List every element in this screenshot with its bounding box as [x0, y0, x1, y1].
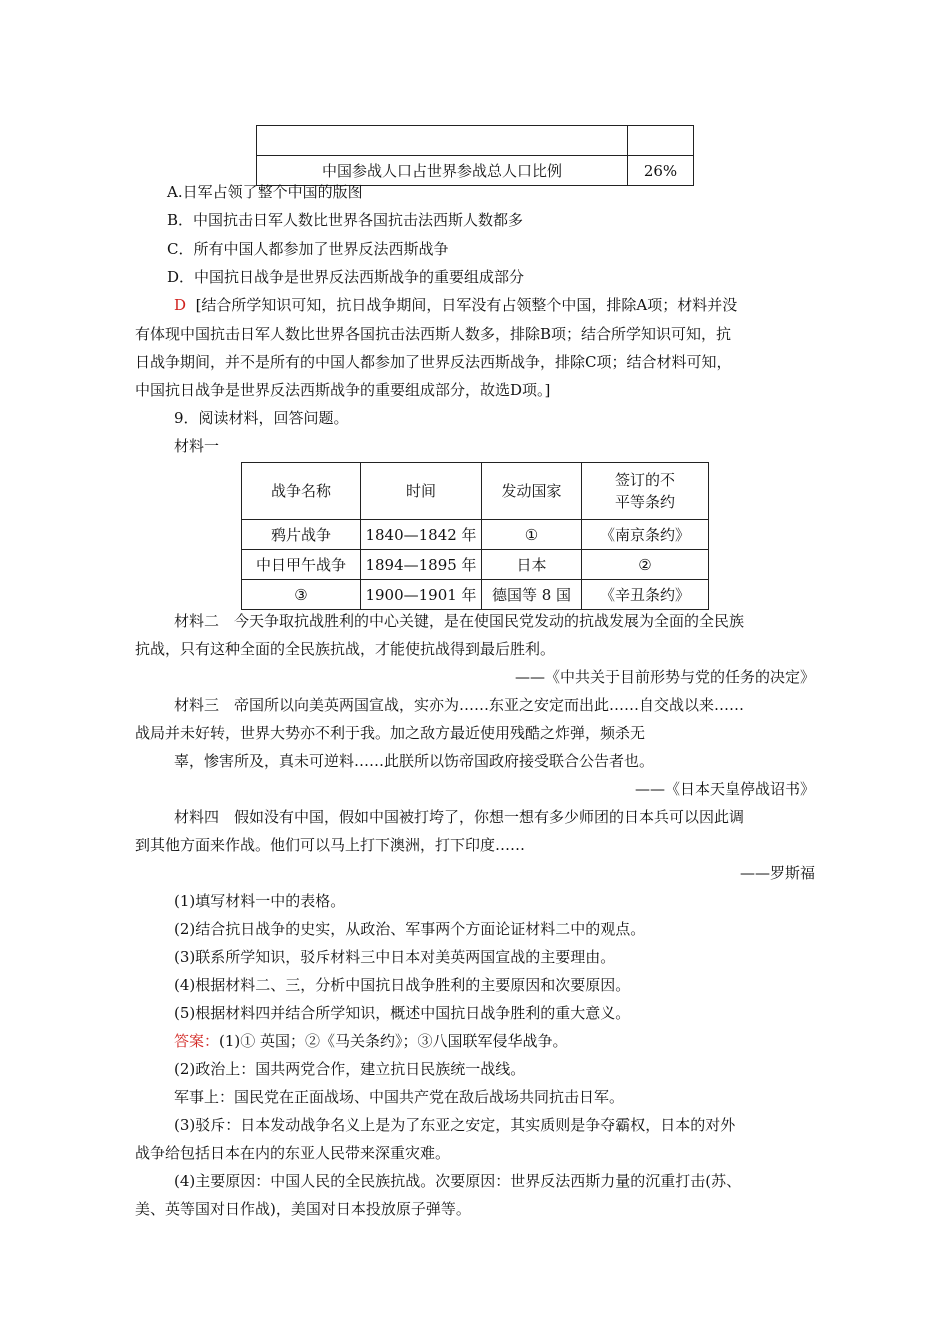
table-participation: [256, 125, 694, 186]
table-row: [242, 550, 709, 580]
table-header: 发动国家: [482, 463, 582, 520]
table-cell: 鸦片战争: [242, 520, 361, 550]
answer-1-line: [174, 1029, 824, 1053]
table-cell: 1840—1842 年: [361, 520, 482, 550]
table-wars: [241, 462, 709, 610]
answer-2-line: 军事上：国民党在正面战场、中国共产党在敌后战场共同抗击日军。: [174, 1088, 625, 1106]
table-row: [257, 126, 694, 156]
table-header-line: 平等条约: [614, 493, 675, 511]
answer-3-line: (3)驳斥：日本发动战争名义上是为了东亚之安定，其实质则是争夺霸权，日本的对外: [174, 1116, 736, 1134]
table-cell: [257, 126, 628, 156]
answer-explanation-line: 日战争期间，并不是所有的中国人都参加了世界反法西斯战争，排除C项；结合材料可知，: [135, 353, 732, 371]
answer-3-line: 战争给包括日本在内的东亚人民带来深重灾难。: [135, 1144, 451, 1162]
sub-question-4: (4)根据材料二、三，分析中国抗日战争胜利的主要原因和次要原因。: [174, 976, 631, 994]
table-cell: 1900—1901 年: [361, 580, 482, 610]
table-cell: [628, 126, 694, 156]
material-2-line: 抗战，只有这种全面的全民族抗战，才能使抗战得到最后胜利。: [135, 640, 556, 658]
answer-explanation-line: 有体现中国抗击日军人数比世界各国抗击法西斯人数多，排除B项；结合所学知识可知，抗: [135, 325, 732, 343]
table-cell: 日本: [482, 550, 582, 580]
material-4-source: ——罗斯福: [739, 864, 815, 882]
table-cell: 《辛丑条约》: [582, 580, 709, 610]
material-2-line: 材料二 今天争取抗战胜利的中心关键，是在使国民党发动的抗战发展为全面的全民族: [174, 612, 745, 630]
option-c: C．所有中国人都参加了世界反法西斯战争: [167, 240, 449, 258]
table-header-line: 签订的不: [614, 471, 675, 489]
option-a: A.日军占领了整个中国的版图: [167, 183, 363, 201]
table-cell: 中国参战人口占世界参战总人口比例: [257, 156, 628, 186]
material-3-line: 材料三 帝国所以向美英两国宣战，实亦为……东亚之安定而出此……自交战以来……: [174, 696, 745, 714]
answer-explanation-line: 中国抗日战争是世界反法西斯战争的重要组成部分，故选D项。]: [135, 381, 551, 399]
table-cell: ①: [482, 520, 582, 550]
option-d: D．中国抗日战争是世界反法西斯战争的重要组成部分: [167, 268, 525, 286]
material-3-source: ——《日本天皇停战诏书》: [634, 780, 815, 798]
answer-explanation-line: [174, 293, 824, 317]
option-b: B．中国抗击日军人数比世界各国抗击法西斯人数都多: [167, 211, 524, 229]
table-cell: ③: [242, 580, 361, 610]
sub-question-5: (5)根据材料四并结合所学知识，概述中国抗日战争胜利的重大意义。: [174, 1004, 631, 1022]
material-2-source: ——《中共关于目前形势与党的任务的决定》: [514, 668, 815, 686]
material-3-line: 辜，惨害所及，真未可逆料……此朕所以饬帝国政府接受联合公告者也。: [174, 752, 655, 770]
table-cell: 德国等 8 国: [482, 580, 582, 610]
answer-4-line: 美、英等国对日作战)，美国对日本投放原子弹等。: [135, 1200, 471, 1218]
material-4-line: 到其他方面来作战。他们可以马上打下澳洲，打下印度……: [135, 836, 526, 854]
table-cell: 《南京条约》: [582, 520, 709, 550]
material-4-line: 材料四 假如没有中国，假如中国被打垮了，你想一想有多少师团的日本兵可以因此调: [174, 808, 745, 826]
table-header: 战争名称: [242, 463, 361, 520]
table-cell: 1894—1895 年: [361, 550, 482, 580]
table-cell: 中日甲午战争: [242, 550, 361, 580]
sub-question-2: (2)结合抗日战争的史实，从政治、军事两个方面论证材料二中的观点。: [174, 920, 646, 938]
material-1-label: 材料一: [174, 437, 220, 455]
material-3-line: 战局并未好转，世界大势亦不利于我。加之敌方最近使用残酷之炸弹，频杀无: [135, 724, 646, 742]
table-header-row: [242, 463, 709, 520]
table-header: 时间: [361, 463, 482, 520]
question-9-stem: 9．阅读材料，回答问题。: [174, 409, 349, 427]
table-row: [242, 580, 709, 610]
answer-text: [结合所学知识可知，抗日战争期间，日军没有占领整个中国，排除A项；材料并没: [195, 296, 738, 314]
sub-question-3: (3)联系所学知识，驳斥材料三中日本对美英两国宣战的主要理由。: [174, 948, 616, 966]
answer-letter: D: [174, 296, 187, 314]
answer-label: 答案：: [174, 1032, 220, 1050]
table-header: [582, 463, 709, 520]
table-cell: ②: [582, 550, 709, 580]
answer-2-line: (2)政治上：国共两党合作，建立抗日民族统一战线。: [174, 1060, 526, 1078]
answer-1-text: (1)① 英国；②《马关条约》；③八国联军侵华战争。: [219, 1032, 568, 1050]
sub-question-1: (1)填写材料一中的表格。: [174, 892, 346, 910]
answer-4-line: (4)主要原因：中国人民的全民族抗战。次要原因：世界反法西斯力量的沉重打击(苏、: [174, 1172, 742, 1190]
table-cell: 26%: [628, 156, 694, 186]
table-row: [242, 520, 709, 550]
